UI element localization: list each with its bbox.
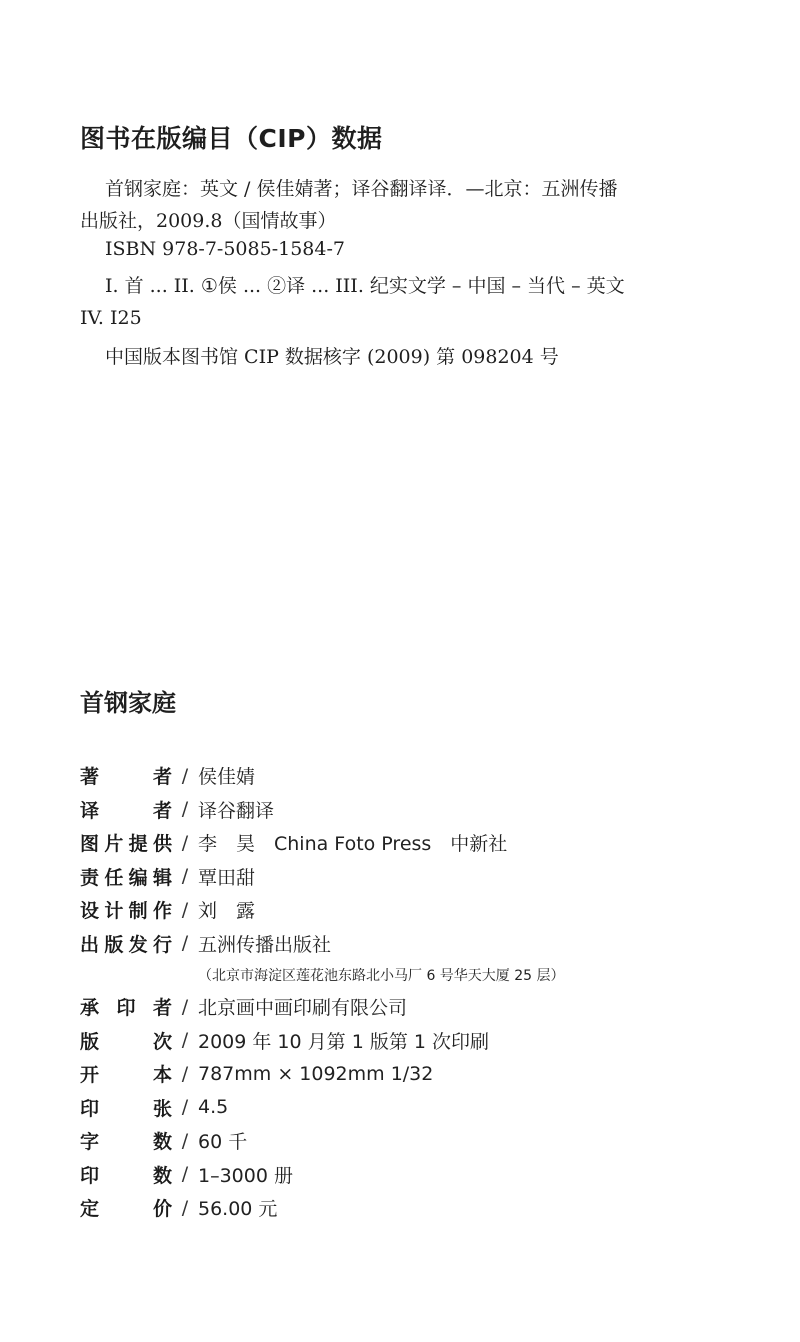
credit-label: 译 者 bbox=[80, 799, 172, 822]
credit-separator: / bbox=[181, 1163, 189, 1186]
cip-line-title-author: 首钢家庭：英文 / 侯佳婧著；译谷翻译译．—北京：五洲传播 bbox=[105, 178, 618, 200]
credit-row-address bbox=[80, 960, 760, 990]
credit-value: 60 千 bbox=[198, 1131, 248, 1154]
credit-separator: / bbox=[181, 1062, 189, 1085]
credit-row-author bbox=[80, 759, 760, 793]
credit-row-publisher bbox=[80, 927, 760, 961]
credit-separator: / bbox=[181, 831, 189, 854]
credit-row-format bbox=[80, 1057, 760, 1091]
credit-value: 787mm × 1092mm 1/32 bbox=[198, 1062, 434, 1085]
credit-label: 字 数 bbox=[80, 1131, 172, 1154]
credit-label: 开 本 bbox=[80, 1064, 172, 1087]
credit-separator: / bbox=[181, 865, 189, 888]
cip-line-classification: IV. I25 bbox=[80, 307, 142, 329]
credit-label: 设计制作 bbox=[80, 900, 172, 923]
credit-row-photos bbox=[80, 826, 760, 860]
credit-label: 图片提供 bbox=[80, 833, 172, 856]
cip-heading: 图书在版编目（CIP）数据 bbox=[80, 124, 383, 153]
credit-separator: / bbox=[181, 1029, 189, 1052]
credit-label: 定 价 bbox=[80, 1198, 172, 1221]
credit-value: 北京画中画印刷有限公司 bbox=[198, 997, 408, 1020]
cip-line-publisher: 出版社，2009.8（国情故事） bbox=[80, 210, 337, 232]
credit-label: 著 者 bbox=[80, 766, 172, 789]
credit-value: 2009 年 10 月第 1 版第 1 次印刷 bbox=[198, 1030, 489, 1053]
cip-line-subjects: I. 首 ... II. ①侯 ... ②译 ... III. 纪实文学 – 中国 – 当代 – 英文 bbox=[105, 275, 625, 297]
credit-value: 1–3000 册 bbox=[198, 1164, 293, 1187]
credit-row-sheets bbox=[80, 1091, 760, 1125]
credit-separator: / bbox=[181, 1096, 189, 1119]
credit-row-printer bbox=[80, 990, 760, 1024]
credit-row-design bbox=[80, 893, 760, 927]
credit-label: 印 张 bbox=[80, 1097, 172, 1120]
credit-value: 刘 露 bbox=[198, 900, 256, 923]
credit-separator: / bbox=[181, 1196, 189, 1219]
credit-separator: / bbox=[181, 798, 189, 821]
cip-line-record-number: 中国版本图书馆 CIP 数据核字 (2009) 第 098204 号 bbox=[105, 346, 559, 368]
credit-value: 56.00 元 bbox=[198, 1198, 278, 1221]
credit-value: 4.5 bbox=[198, 1096, 229, 1119]
credit-row-translator bbox=[80, 793, 760, 827]
credit-separator: / bbox=[181, 995, 189, 1018]
credit-label: 承印者 bbox=[80, 997, 172, 1020]
credit-value: 李 昊 China Foto Press 中新社 bbox=[198, 833, 508, 856]
credit-separator: / bbox=[181, 898, 189, 921]
credit-value: 侯佳婧 bbox=[198, 766, 256, 789]
book-title: 首钢家庭 bbox=[80, 689, 176, 717]
credit-row-edition bbox=[80, 1024, 760, 1058]
credit-value: 五洲传播出版社 bbox=[198, 933, 332, 956]
credit-row-price bbox=[80, 1191, 760, 1225]
credit-row-print-run bbox=[80, 1158, 760, 1192]
credit-row-word-count bbox=[80, 1124, 760, 1158]
credit-label: 出版发行 bbox=[80, 933, 172, 956]
credit-row-editor bbox=[80, 860, 760, 894]
credit-label: 责任编辑 bbox=[80, 866, 172, 889]
credit-label: 版 次 bbox=[80, 1030, 172, 1053]
credit-separator: / bbox=[181, 764, 189, 787]
credit-separator: / bbox=[181, 1129, 189, 1152]
credit-value: 译谷翻译 bbox=[198, 799, 275, 822]
cip-line-isbn: ISBN 978-7-5085-1584-7 bbox=[105, 238, 345, 260]
credits-list bbox=[80, 759, 760, 1225]
publisher-address: （北京市海淀区莲花池东路北小马厂 6 号华天大厦 25 层） bbox=[198, 968, 565, 984]
credit-value: 覃田甜 bbox=[198, 866, 256, 889]
credit-separator: / bbox=[181, 932, 189, 955]
credit-label: 印 数 bbox=[80, 1164, 172, 1187]
